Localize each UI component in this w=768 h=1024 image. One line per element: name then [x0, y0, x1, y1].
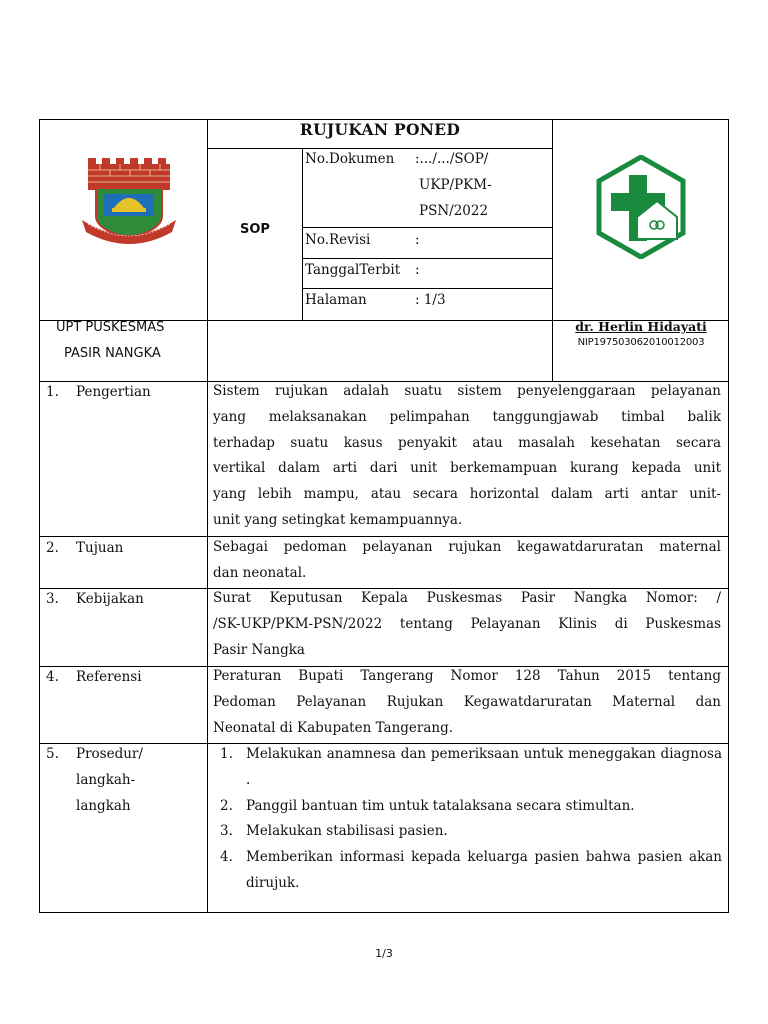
step-number: 1.: [220, 746, 233, 762]
section-4-line: Neonatal di Kabupaten Tangerang.: [213, 719, 454, 736]
section-2-line: Sebagai pedoman pelayanan rujukan kegawatdaruratan maternal: [213, 539, 721, 555]
section-1-line: yang melaksanakan pelimpahan tanggungjawab timbal balik: [213, 408, 721, 425]
tangerang-crest-icon: [80, 158, 178, 248]
step-number: 2.: [220, 797, 233, 814]
procedure-steps: [216, 742, 722, 897]
tanggal-terbit-label: TanggalTerbit: [305, 262, 401, 278]
section-1-number: 1.: [46, 384, 59, 400]
no-dokumen-value-1: :.../.../SOP/: [415, 151, 489, 167]
section-3-line: Pasir Nangka: [213, 641, 305, 658]
signer-nip: NIP197503062010012003: [577, 337, 705, 348]
sop-label: SOP: [240, 222, 270, 237]
org-name-line-2: PASIR NANGKA: [64, 346, 161, 361]
document-title: RUJUKAN PONED: [299, 120, 461, 139]
section-1-text: [213, 379, 721, 534]
step-text: Melakukan anamnesa dan pemeriksaan untuk meneggakan diagnosa .: [246, 746, 722, 788]
procedure-step: [216, 742, 722, 794]
sign-divider: [552, 320, 553, 382]
section-2-number: 2.: [46, 540, 59, 556]
section-3-text: [213, 586, 721, 663]
section-4-text: [213, 664, 721, 741]
section-3-line: /SK-UKP/PKM-PSN/2022 tentang Pelayanan Klinis di Puskesmas: [213, 615, 721, 632]
page-number: 1/3: [375, 947, 393, 960]
section-4-line: Peraturan Bupati Tangerang Nomor 128 Tahun 2015 tentang: [213, 668, 721, 684]
header-divider-2: [552, 119, 553, 321]
section-5-label-line-1: Prosedur/: [76, 746, 143, 762]
tangerang-logo: [80, 158, 178, 248]
puskesmas-logo: [595, 155, 687, 259]
table-border-right: [728, 119, 729, 913]
label-column-divider: [207, 381, 208, 913]
tanggal-terbit-value: :: [415, 262, 420, 278]
signer-name: dr. Herlin Hidayati: [575, 319, 707, 334]
step-number: 3.: [220, 823, 233, 840]
section-3-label: Kebijakan: [76, 591, 144, 607]
step-number: 4.: [220, 849, 233, 866]
section-1-line: yang lebih mampu, atau secara horizontal dalam arti antar unit-: [213, 486, 721, 503]
section-4-number: 4.: [46, 669, 59, 685]
table-border-left: [39, 119, 40, 913]
section-2-label: Tujuan: [76, 540, 124, 556]
procedure-step: [216, 845, 722, 897]
section-1-line: terhadap suatu kasus penyakit atau masalah kesehatan secara: [213, 434, 721, 451]
no-revisi-value: :: [415, 232, 420, 248]
section-1-line: unit yang setingkat kemampuannya.: [213, 511, 463, 528]
section-5-label-line-2: langkah-: [76, 772, 136, 788]
meta-divider: [302, 148, 303, 321]
org-divider: [207, 320, 208, 382]
section-4-line: Pedoman Pelayanan Rujukan Kegawatdaruratan Maternal dan: [213, 693, 721, 710]
section-5-number: 5.: [46, 746, 59, 762]
section-3-line: Surat Keputusan Kepala Puskesmas Pasir Nangka Nomor: /: [213, 590, 721, 606]
procedure-step: [216, 794, 722, 820]
no-dokumen-label: No.Dokumen: [305, 151, 395, 167]
no-dokumen-value-3: PSN/2022: [419, 203, 489, 219]
section-2-line: dan neonatal.: [213, 564, 307, 581]
header-divider-1: [207, 119, 208, 321]
puskesmas-cross-icon: [595, 155, 687, 259]
step-text: Panggil bantuan tim untuk tatalaksana secara stimultan.: [246, 797, 635, 814]
section-2-text: [213, 535, 721, 587]
procedure-step: [216, 819, 722, 845]
step-text: Melakukan stabilisasi pasien.: [246, 823, 448, 840]
no-dokumen-value-2: UKP/PKM-: [419, 177, 492, 193]
no-revisi-label: No.Revisi: [305, 232, 371, 248]
section-1-label: Pengertian: [76, 384, 151, 400]
section-1-line: vertikal dalam arti dari unit berkemampuan kurang kepada unit: [213, 460, 721, 477]
org-name-line-1: UPT PUSKESMAS: [56, 320, 165, 335]
halaman-label: Halaman: [305, 292, 367, 308]
step-text: Memberikan informasi kepada keluarga pasien bahwa pasien akan dirujuk.: [246, 849, 722, 891]
section-3-number: 3.: [46, 591, 59, 607]
table-border-bottom: [39, 912, 729, 913]
section-5-label-line-3: langkah: [76, 798, 131, 814]
section-1-line: Sistem rujukan adalah suatu sistem penyelenggaraan pelayanan: [213, 383, 721, 399]
halaman-value: : 1/3: [415, 292, 446, 308]
section-4-label: Referensi: [76, 669, 142, 685]
